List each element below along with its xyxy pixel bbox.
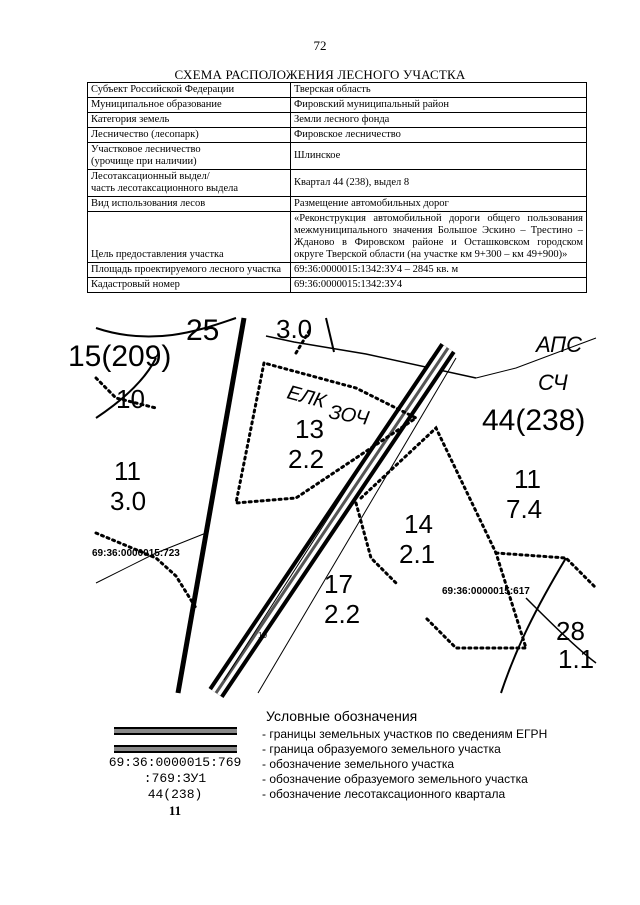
usage-value: Размещение автомобильных дорог (291, 197, 587, 212)
allotment-number-11-left: 11 (114, 456, 141, 486)
forest-plot-map (68, 314, 596, 693)
info-table (87, 82, 587, 293)
cadastral-label: Кадастровый номер (88, 278, 291, 293)
map-svg (68, 314, 596, 693)
table-row (88, 113, 587, 128)
table-row (88, 98, 587, 113)
handwritten-note: ЗОЧ (327, 401, 371, 430)
allotment-number-17: 17 (324, 569, 353, 599)
land-category-label: Категория земель (88, 113, 291, 128)
allotment-stock-13: 2.2 (288, 444, 325, 474)
subject-value: Тверская область (291, 83, 587, 98)
allotment-stock-3-0: 3.0 (110, 486, 147, 516)
legend-title: Условные обозначения (266, 708, 418, 724)
municipal-label: Муниципальное образование (88, 98, 291, 113)
table-row (88, 197, 587, 212)
allotment-boundary (496, 553, 596, 588)
cadastral-value: 69:36:0000015:1342:ЗУ4 (291, 278, 587, 293)
legend-symbol-new-plot-boundary (114, 745, 237, 753)
allotment-stock-3-0-top: 3.0 (276, 314, 313, 344)
handwritten-note: ЕЛК (284, 381, 328, 413)
cadastral-label-617: 69:36:0000015:617 (442, 586, 530, 597)
area-label: Площадь проектируемого лесного участка (88, 263, 291, 278)
allotment-label (88, 170, 291, 197)
allotment-stock-17: 2.2 (324, 599, 361, 629)
area-value: 69:36:0000015:1342:ЗУ4 – 2845 кв. м (291, 263, 587, 278)
legend-item-new-plot-designation: - обозначение образуемого земельного участка (262, 772, 528, 786)
allotment-number-11-right: 11 (514, 464, 541, 494)
district-forestry-label (88, 143, 291, 170)
cadastral-label-723: 69:36:0000015:723 (92, 548, 180, 559)
legend-symbol-quarter: 44(238) (147, 787, 203, 802)
district-forestry-label-line2: (урочище при наличии) (91, 156, 197, 167)
allotment-stock-1-1: 1.1 (558, 644, 595, 674)
legend-symbol-egrn-boundary (114, 727, 237, 735)
legend-symbol-new-plot-number: :769:ЗУ1 (143, 771, 207, 786)
allotment-value: Квартал 44 (238), выдел 8 (291, 170, 587, 197)
table-row (88, 278, 587, 293)
legend-item-quarter-designation: - обозначение лесотаксационного квартала (262, 787, 506, 801)
table-row (88, 170, 587, 197)
allotment-label-line1: Лесотаксационный выдел/ (91, 171, 210, 182)
forestry-value: Фировское лесничество (291, 128, 587, 143)
quarter-label-15: 15(209) (68, 340, 172, 373)
legend-item-egrn-boundaries: - границы земельных участков по сведениям ЕГРН (262, 727, 548, 741)
allotment-14-boundary (361, 428, 526, 648)
allotment-17-boundary (356, 503, 396, 583)
table-row (88, 143, 587, 170)
table-row (88, 263, 587, 278)
legend-item-plot-designation: - обозначение земельного участка (262, 757, 455, 771)
purpose-value: «Реконструкция автомобильной дороги общего пользования межмуниципального значения Большое Эскино – Трестино – Жданово в Фировском районе и Осташковском городском округе Тверской области (на участке км 9+300 – км 49+900)» (291, 212, 587, 263)
usage-label: Вид использования лесов (88, 197, 291, 212)
land-category-value: Земли лесного фонда (291, 113, 587, 128)
legend-symbol-allotment: 11 (168, 803, 182, 818)
page-number: 72 (313, 38, 327, 53)
quarter-label-44: 44(238) (482, 404, 586, 437)
table-row (88, 128, 587, 143)
district-forestry-value: Шлинское (291, 143, 587, 170)
small-label-10: 10 (258, 631, 267, 640)
allotment-stock-7-4: 7.4 (506, 494, 543, 524)
allotment-stock-14: 2.1 (399, 539, 436, 569)
quarter-label-25: 25 (186, 314, 220, 347)
allotment-label-line2: часть лесотаксационного выдела (91, 183, 239, 194)
district-forestry-label-line1: Участковое лесничество (91, 144, 201, 155)
handwritten-note: СЧ (538, 370, 568, 395)
allotment-number-14: 14 (404, 509, 433, 539)
allotment-11-boundary (96, 533, 196, 608)
legend-item-new-plot-boundary: - граница образуемого земельного участка (262, 742, 501, 756)
allotment-number-13: 13 (295, 414, 324, 444)
table-row (88, 83, 587, 98)
quarter-boundary-line (178, 318, 244, 693)
allotment-number-28: 28 (556, 616, 585, 646)
legend-symbol-cadastral-number: 69:36:0000015:769 (108, 755, 242, 770)
purpose-label: Цель предоставления участка (88, 212, 291, 263)
forestry-label: Лесничество (лесопарк) (88, 128, 291, 143)
document-title: СХЕМА РАСПОЛОЖЕНИЯ ЛЕСНОГО УЧАСТКА (174, 67, 466, 82)
table-row (88, 212, 587, 263)
subject-label: Субъект Российской Федерации (88, 83, 291, 98)
municipal-value: Фировский муниципальный район (291, 98, 587, 113)
allotment-number-10: 10 (116, 384, 145, 414)
handwritten-note: АПС (536, 332, 582, 357)
